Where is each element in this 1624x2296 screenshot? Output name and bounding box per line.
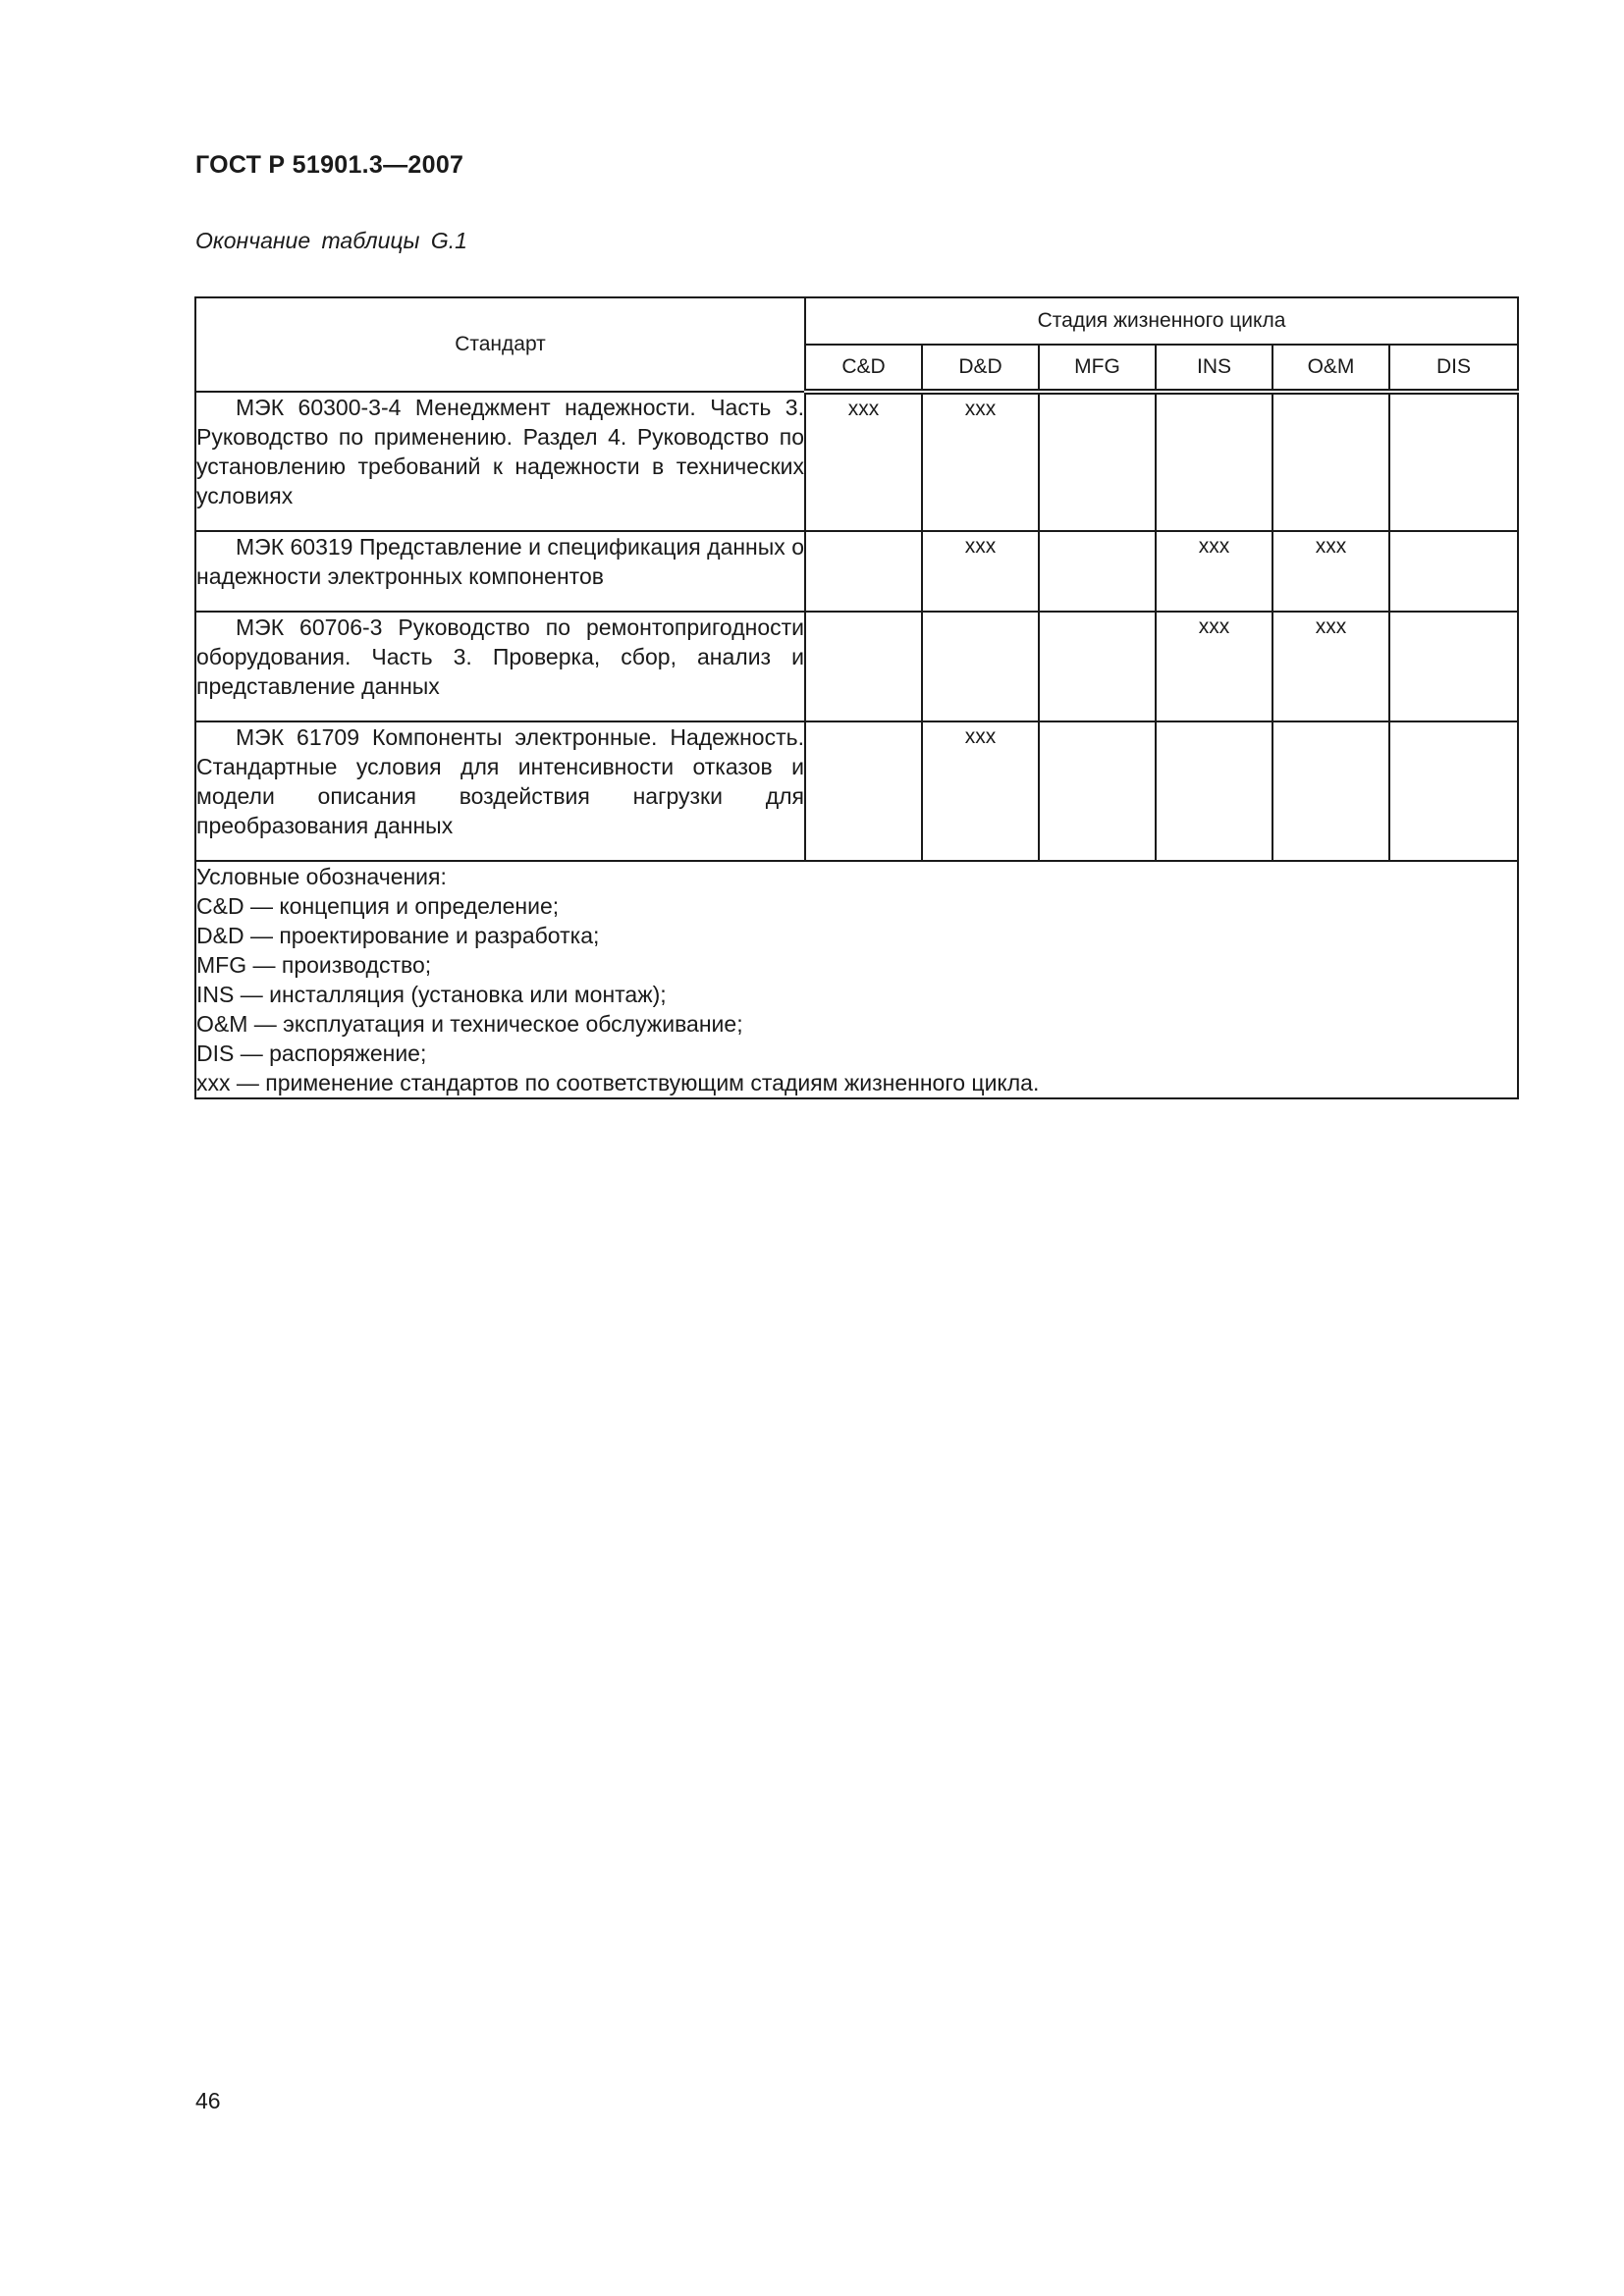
legend-row (195, 861, 1518, 1098)
legend-line: D&D — проектирование и разработка; (196, 923, 600, 948)
stage-mark (1272, 721, 1389, 861)
legend-line: INS — инсталляция (установка или монтаж); (196, 982, 667, 1007)
header-stage: MFG (1039, 345, 1156, 392)
legend-line: DIS — распоряжение; (196, 1041, 427, 1066)
stage-mark (1039, 392, 1156, 531)
header-lifecycle: Стадия жизненного цикла (805, 297, 1518, 345)
header-stage: C&D (805, 345, 922, 392)
document-header: ГОСТ Р 51901.3—2007 (195, 151, 464, 179)
header-stage: DIS (1389, 345, 1518, 392)
stage-mark: xxx (1156, 612, 1272, 721)
header-standard: Стандарт (195, 297, 805, 392)
stage-mark (1389, 612, 1518, 721)
legend-line: O&M — эксплуатация и техническое обслуживание; (196, 1011, 743, 1037)
stage-mark (1272, 392, 1389, 531)
legend-line: Условные обозначения: (196, 864, 447, 889)
legend-line: C&D — концепция и определение; (196, 893, 560, 919)
standard-cell: МЭК 61709 Компоненты электронные. Надежность. Стандартные условия для интенсивности отказов и модели описания воздействия нагрузки для преобразования данных (195, 721, 805, 861)
legend-line: MFG — производство; (196, 952, 432, 978)
stage-mark (1389, 531, 1518, 612)
stage-mark: xxx (805, 392, 922, 531)
table-caption: Окончание таблицы G.1 (195, 228, 467, 253)
stage-mark (805, 721, 922, 861)
stage-mark: xxx (1272, 531, 1389, 612)
stage-mark: xxx (1156, 531, 1272, 612)
stage-mark (1389, 392, 1518, 531)
stage-mark (805, 612, 922, 721)
header-stage: O&M (1272, 345, 1389, 392)
stage-mark (805, 531, 922, 612)
standard-cell: МЭК 60300-3-4 Менеджмент надежности. Часть 3. Руководство по применению. Раздел 4. Руководство по установлению требований к надежности в технических условиях (195, 392, 805, 531)
stage-mark (1156, 392, 1272, 531)
stage-mark: xxx (922, 392, 1039, 531)
table-row (195, 612, 1518, 721)
header-stage: INS (1156, 345, 1272, 392)
stage-mark: xxx (1272, 612, 1389, 721)
standard-cell: МЭК 60706-3 Руководство по ремонтопригодности оборудования. Часть 3. Проверка, сбор, анализ и представление данных (195, 612, 805, 721)
header-stage: D&D (922, 345, 1039, 392)
table-row (195, 721, 1518, 861)
standard-cell: МЭК 60319 Представление и спецификация данных о надежности электронных компонентов (195, 531, 805, 612)
stage-mark (1039, 721, 1156, 861)
legend-cell (195, 861, 1518, 1098)
stage-mark: xxx (922, 531, 1039, 612)
stage-mark: xxx (922, 721, 1039, 861)
table-row (195, 392, 1518, 531)
stage-mark (922, 612, 1039, 721)
page-number: 46 (195, 2088, 221, 2113)
lifecycle-table (194, 296, 1519, 1099)
stage-mark (1156, 721, 1272, 861)
stage-mark (1389, 721, 1518, 861)
stage-mark (1039, 531, 1156, 612)
legend-line: xxx — применение стандартов по соответствующим стадиям жизненного цикла. (196, 1070, 1040, 1095)
table-row (195, 531, 1518, 612)
stage-mark (1039, 612, 1156, 721)
